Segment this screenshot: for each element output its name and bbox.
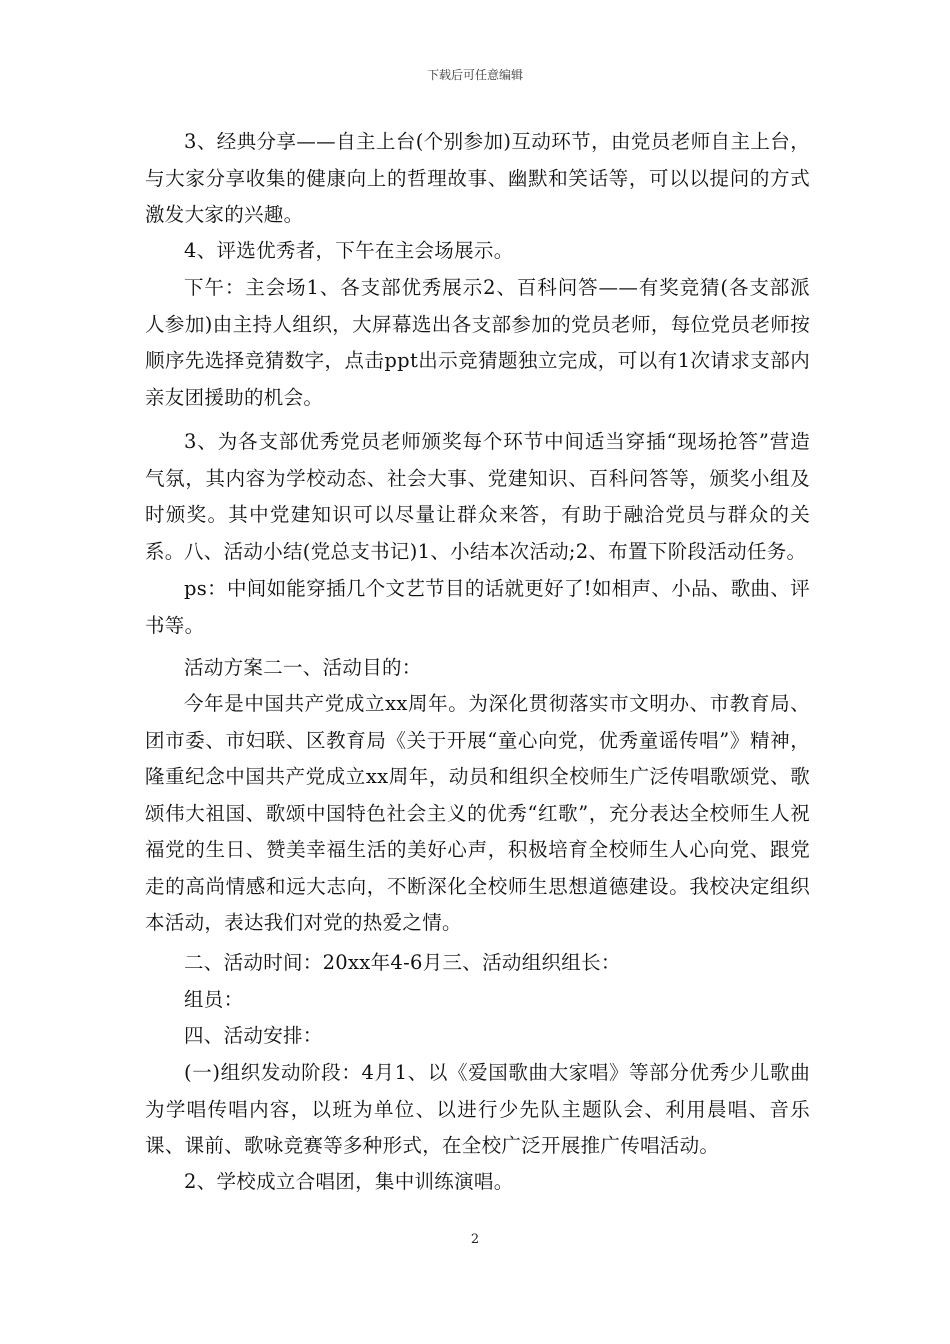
paragraph-awards: 3、为各支部优秀党员老师颁奖每个环节中间适当穿插“现场抢答”营造气氛，其内容为学校动态、社会大事、党建知识、百科问答等，颁奖小组及时颁奖。其中党建知识可以尽量让群众来答，有助于融洽党员与群众的关系。 <box>145 430 810 563</box>
paragraph-summary: 八、活动小结(党总支书记)1、小结本次活动;2、布置下阶段活动任务。 <box>184 540 807 563</box>
paragraph-plan-two-heading: 活动方案二一、活动目的： <box>184 656 422 679</box>
paragraph-members: 组员： <box>184 988 244 1011</box>
page-header: 下载后可任意编辑 <box>426 68 523 82</box>
paragraph-choir: 2、学校成立合唱团，集中训练演唱。 <box>184 1170 514 1193</box>
paragraph-mobilization: (一)组织发动阶段：4月1、以《爱国歌曲大家唱》等部分优秀少儿歌曲为学唱传唱内容，以班为单位、以进行少先队主题队会、利用晨唱、音乐课、课前、歌咏竞赛等多种形式，在全校广泛开展推广传唱活动。 <box>145 1061 810 1157</box>
paragraph-classic-sharing: 3、经典分享——自主上台(个别参加)互动环节，由党员老师自主上台，与大家分享收集的健康向上的哲理故事、幽默和笑话等，可以以提问的方式激发大家的兴趣。 <box>145 130 810 226</box>
paragraph-afternoon-session: 下午：主会场1、各支部优秀展示2、百科问答——有奖竞猜(各支部派人参加)由主持人组织，大屏幕选出各支部参加的党员老师，每位党员老师按顺序先选择竞猜数字，点击ppt出示竞猜题独立完成，可以有1次请求支部内亲友团援助的机会。 <box>145 276 810 409</box>
paragraph-arrangement: 四、活动安排： <box>184 1024 323 1047</box>
paragraph-ps-note: ps：中间如能穿插几个文艺节目的话就更好了!如相声、小品、歌曲、评书等。 <box>145 577 810 637</box>
paragraph-select-excellent: 4、评选优秀者，下午在主会场展示。 <box>184 239 514 262</box>
paragraph-activity-time: 二、活动时间：20xx年4-6月三、活动组织组长： <box>184 951 621 974</box>
paragraph-purpose: 今年是中国共产党成立xx周年。为深化贯彻落实市文明办、市教育局、团市委、市妇联、区教育局《关于开展“童心向党，优秀童谣传唱”》精神，隆重纪念中国共产党成立xx周年，动员和组织全校师生广泛传唱歌颂党、歌颂伟大祖国、歌颂中国特色社会主义的优秀“红歌”，充分表达全校师生人祝福党的生日、赞美幸福生活的美好心声，积极培育全校师生人心向党、跟党走的高尚情感和远大志向，不断深化全校师生思想道德建设。我校决定组织本活动，表达我们对党的热爱之情。 <box>145 692 810 934</box>
page-number: 2 <box>470 1232 480 1247</box>
